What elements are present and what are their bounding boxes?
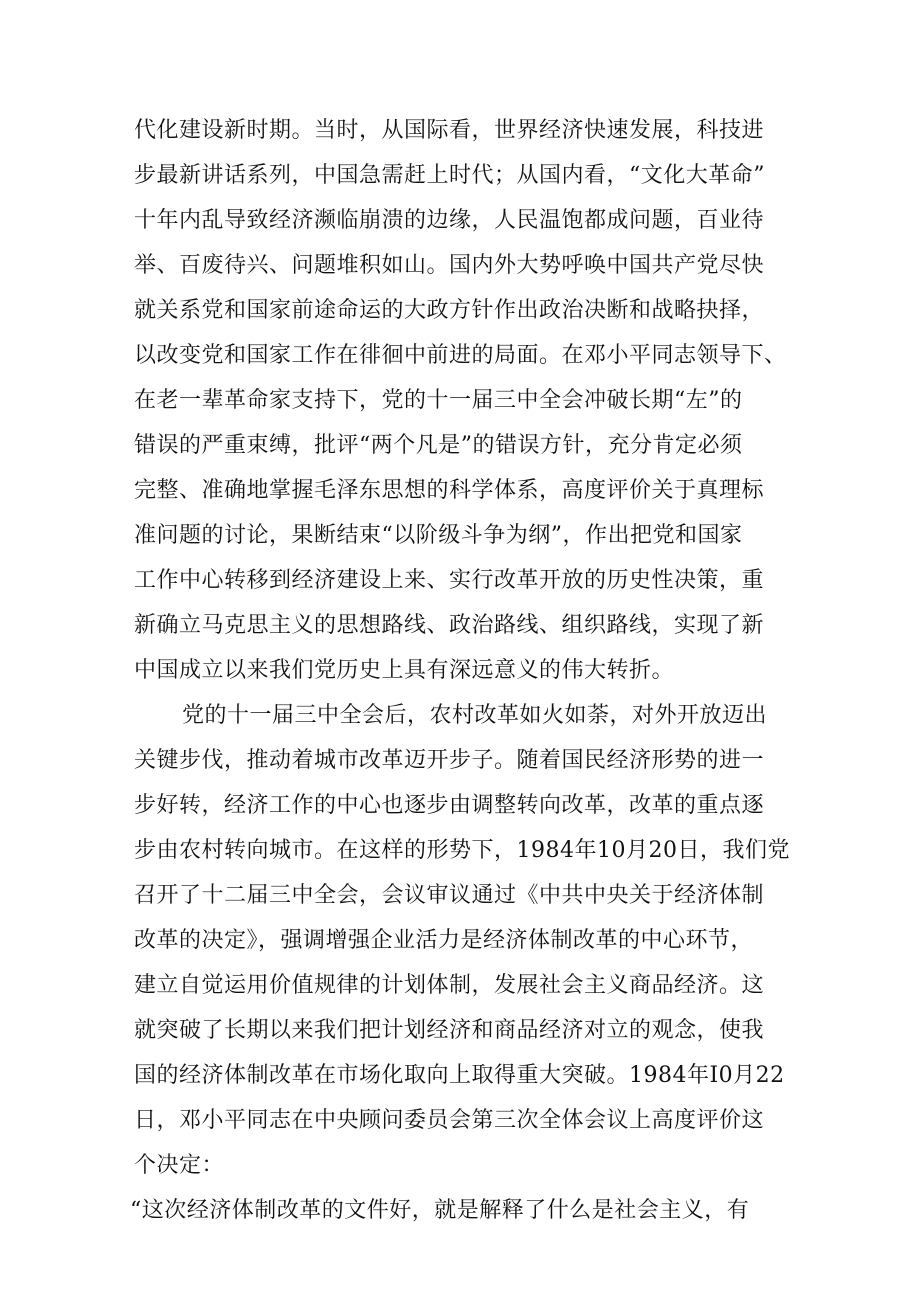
text-line: 步最新讲话系列，中国急需赶上时代；从国内看，“文化大革命” [134, 163, 765, 188]
text-line: 十年内乱导致经济濒临崩溃的边缘，人民温饱都成问题，百业待 [134, 208, 765, 233]
text-line: 步由农村转向城市。在这样的形势下，1984年10月20日，我们党 [134, 838, 790, 863]
text-line: 步好转，经济工作的中心也逐步由调整转向改革，改革的重点逐 [134, 793, 765, 818]
text-line: 改革的决定》，强调增强企业活力是经济体制改革的中心环节， [134, 928, 754, 953]
text-line: 举、百废待兴、问题堆积如山。国内外大势呼唤中国共产党尽快 [134, 253, 765, 278]
text-line: 建立自觉运用价值规律的计划体制，发展社会主义商品经济。这 [134, 973, 765, 998]
text-line: 以改变党和国家工作在徘徊中前进的局面。在邓小平同志领导下、 [134, 343, 787, 368]
text-line: 错误的严重束缚，批评“两个凡是”的错误方针，充分肯定必须 [134, 433, 743, 458]
text-line: 关键步伐，推动着城市改革迈开步子。随着国民经济形势的进一 [134, 748, 765, 773]
text-line: 日，邓小平同志在中央顾问委员会第三次全体会议上高度评价这 [134, 1108, 765, 1133]
text-line: 就突破了长期以来我们把计划经济和商品经济对立的观念，使我 [134, 1018, 765, 1043]
text-line: 个决定： [134, 1153, 225, 1178]
text-line: 国的经济体制改革在市场化取向上取得重大突破。1984年I0月22 [134, 1063, 785, 1088]
text-line: 在老一辈革命家支持下，党的十一届三中全会冲破长期“左”的 [134, 388, 743, 413]
text-line: 新确立马克思主义的思想路线、政治路线、组织路线，实现了新 [134, 613, 765, 638]
text-line: 召开了十二届三中全会，会议审议通过《中共中央关于经济体制 [134, 883, 765, 908]
text-line: 就关系党和国家前途命运的大政方针作出政治决断和战略抉择， [134, 298, 765, 323]
text-line: 工作中心转移到经济建设上来、实行改革开放的历史性决策，重 [134, 568, 765, 593]
quote-line: “这次经济体制改革的文件好，就是解释了什么是社会主义，有 [130, 1198, 750, 1223]
text-line: 准问题的讨论，果断结束“以阶级斗争为纲”，作出把党和国家 [134, 523, 743, 548]
text-line: 中国成立以来我们党历史上具有深远意义的伟大转折。 [134, 658, 675, 683]
text-line: 代化建设新时期。当时，从国际看，世界经济快速发展，科技进 [134, 118, 765, 143]
paragraph-start-line: 党的十一届三中全会后，农村改革如火如荼，对外开放迈出 [182, 703, 768, 728]
text-line: 完整、准确地掌握毛泽东思想的科学体系，高度评价关于真理标 [134, 478, 765, 503]
